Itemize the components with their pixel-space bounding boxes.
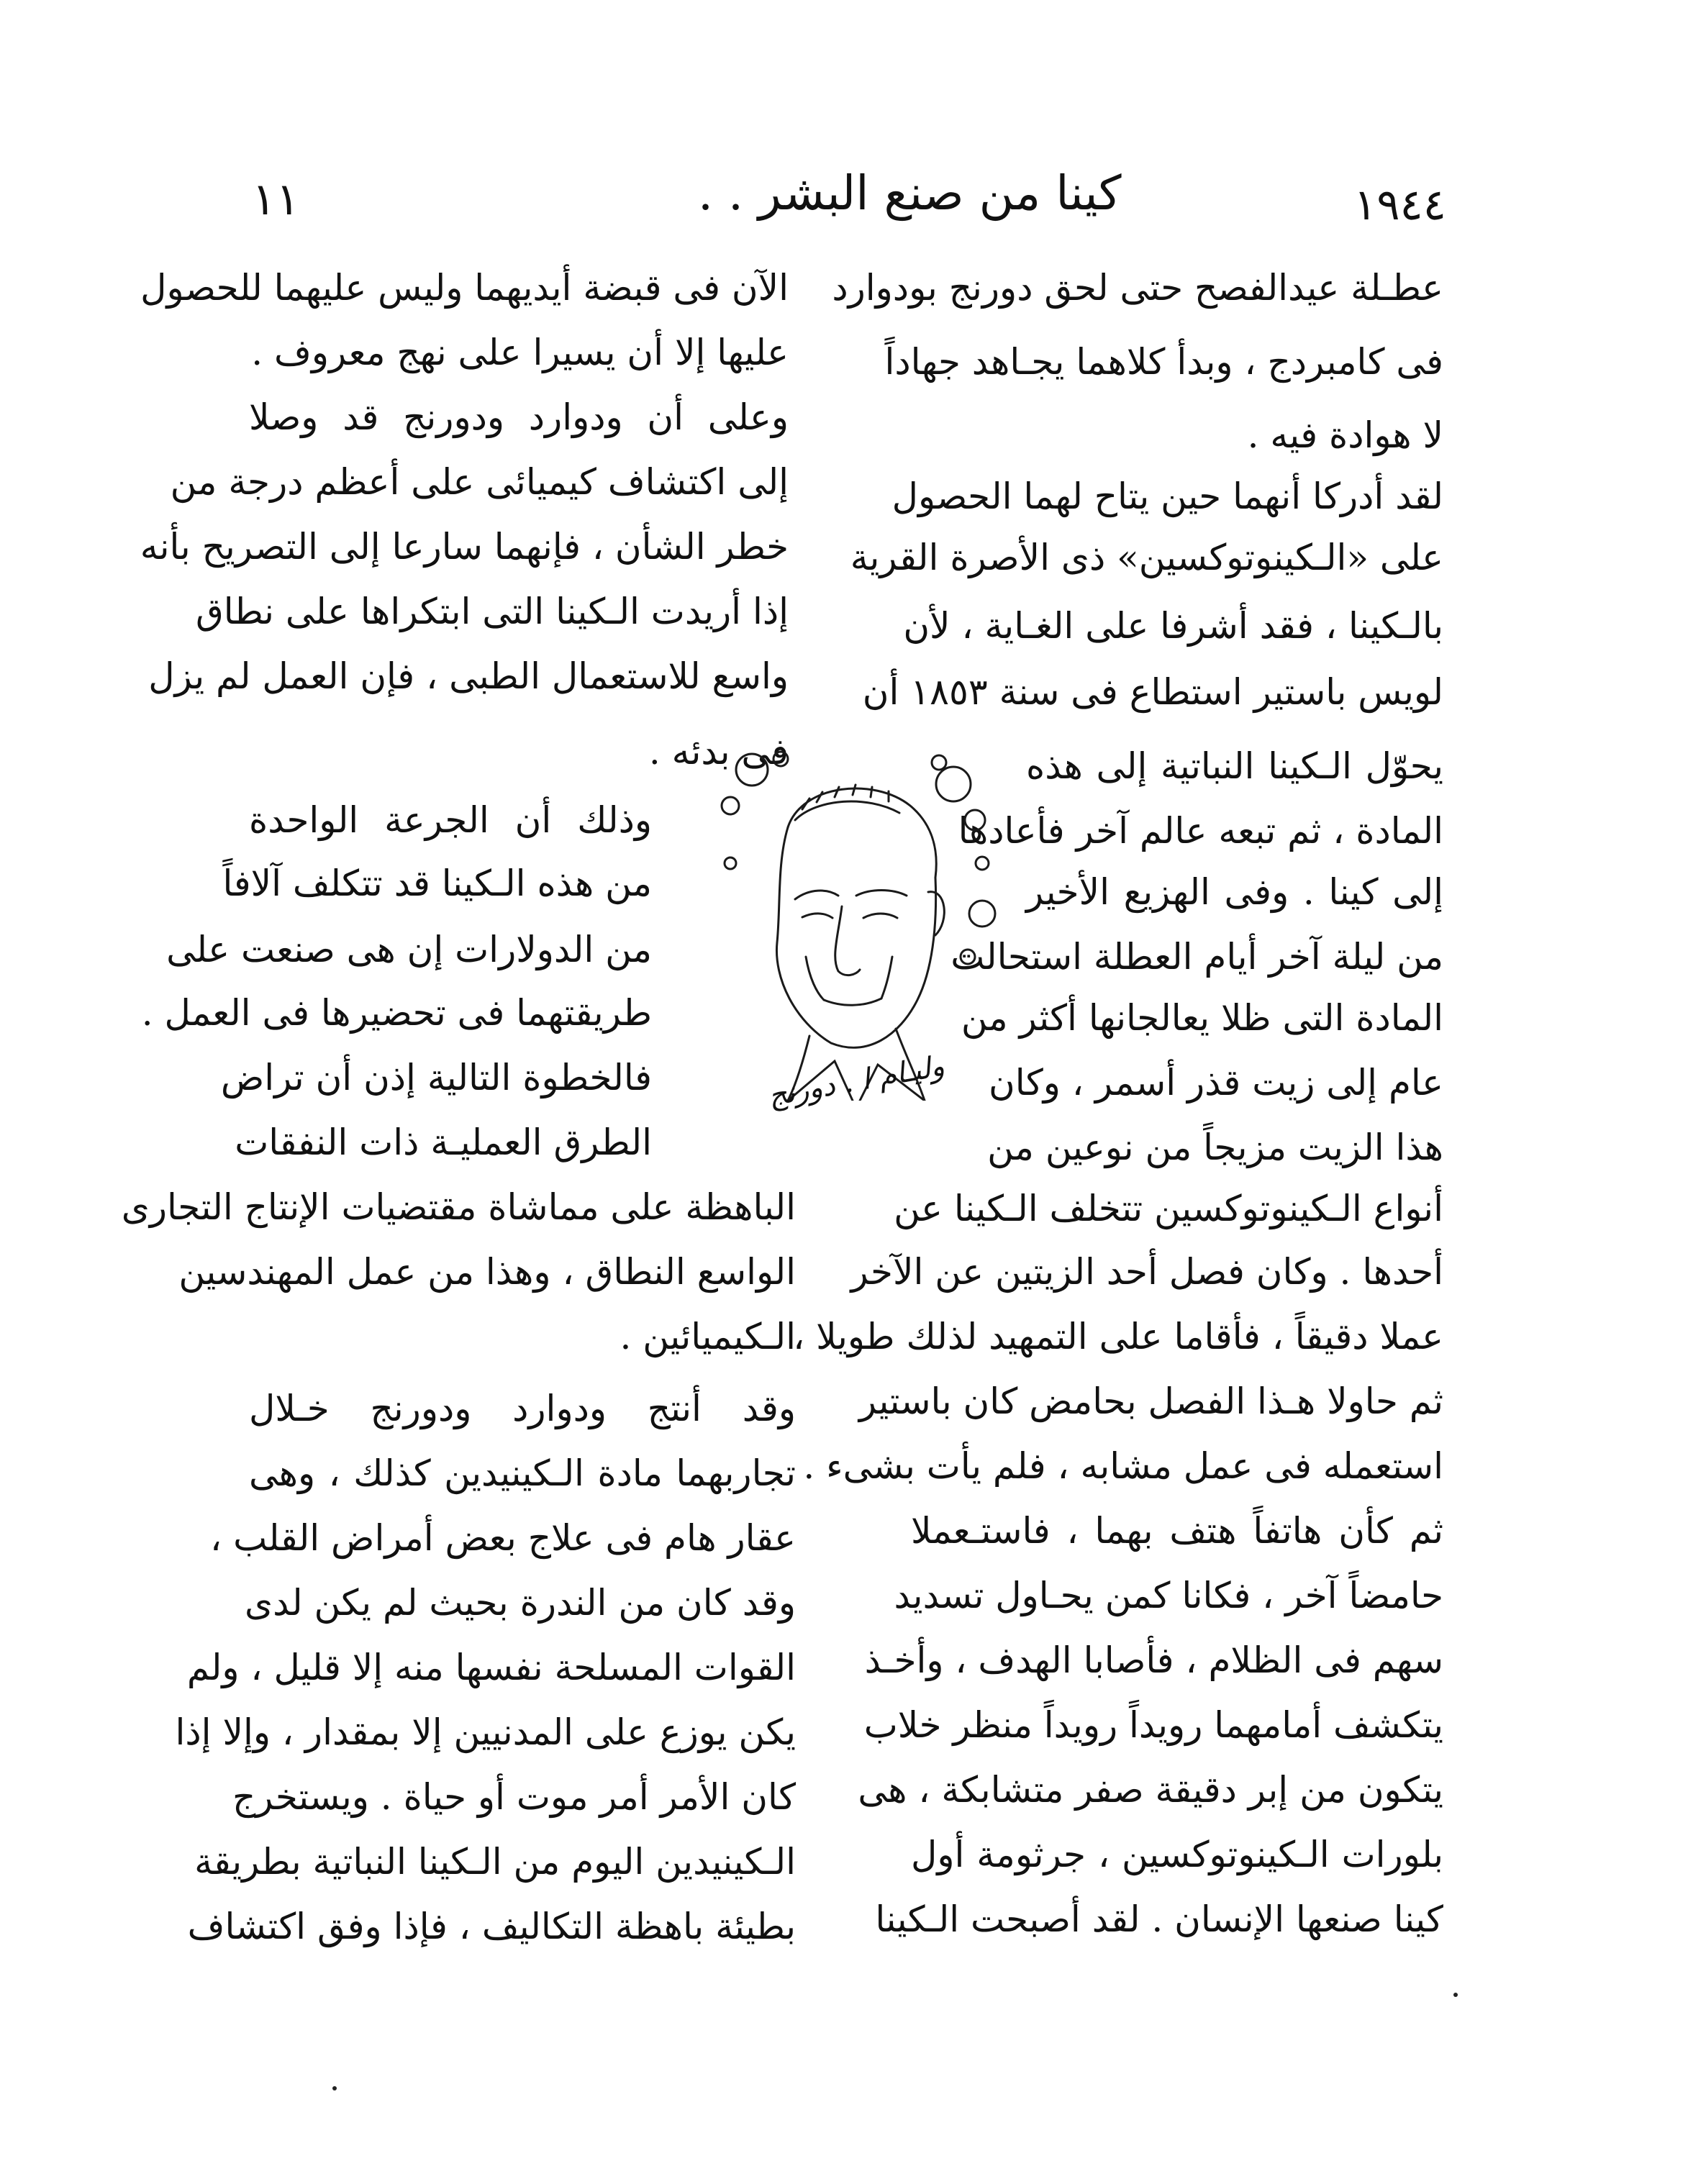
- left-column-line: إلى اكتشاف كيميائى على أعظم درجة من: [170, 461, 789, 503]
- right-column-line: حامضاً آخر ، فكانا كمن يحـاول تسديد: [894, 1575, 1443, 1616]
- header-title: كينا من صنع البشر . .: [698, 165, 1122, 221]
- right-column-line: بلورات الـكينوتوكسين ، جرثومة أول: [911, 1834, 1443, 1875]
- right-column-line: ثم كأن هاتفاً هتف بهما ، فاستـعملا: [911, 1510, 1443, 1552]
- left-column-line: الطرق العمليـة ذات النفقات: [235, 1121, 652, 1163]
- right-column-line: لقد أدركا أنهما حين يتاح لهما الحصول: [891, 476, 1443, 517]
- right-column-line: يحوّل الـكينا النباتية إلى هذه: [1026, 745, 1443, 787]
- left-column-line: الـكينيدين اليوم من الـكينا النباتية بطريقة: [194, 1841, 796, 1883]
- right-column-line: بالـكينا ، فقد أشرفا على الغـاية ، لأن: [903, 605, 1443, 647]
- right-column-line: كينا صنعها الإنسان . لقد أصبحت الـكينا: [875, 1898, 1443, 1940]
- right-column-line: يتكون من إبر دقيقة صفر متشابكة ، هى: [858, 1769, 1443, 1811]
- left-column-line: خطر الشأن ، فإنهما سارعا إلى التصريح بأنه: [140, 526, 789, 568]
- right-column-line: المادة التى ظلا يعالجانها أكثر من: [961, 997, 1443, 1039]
- right-column-line: ثم حاولا هـذا الفصل بحامض كان باستير: [858, 1380, 1443, 1422]
- left-column-line: إذا أريدت الـكينا التى ابتكراها على نطاق: [196, 591, 789, 632]
- left-column-line: طريقتهما فى تحضيرها فى العمل .: [141, 992, 652, 1034]
- left-column-line: وقد كان من الندرة بحيث لم يكن لدى: [244, 1582, 796, 1624]
- portrait-caption: وليـام ا . دورنج: [766, 1049, 947, 1114]
- right-column-line: أنواع الـكينوتوكسين تتخلف الـكينا عن: [894, 1188, 1443, 1229]
- right-column-line: المادة ، ثم تبعه عالم آخر فأعادها: [958, 810, 1443, 852]
- right-column-line: من ليلة آخر أيام العطلة استحالت: [950, 936, 1443, 978]
- left-column-line: تجاربهما مادة الـكينيدين كذلك ، وهى: [249, 1452, 796, 1494]
- left-column-line: فالخطوة التالية إذن أن تراض: [220, 1057, 652, 1098]
- left-column-line: وقد أنتج ودوارد ودورنج خـلال: [249, 1388, 796, 1429]
- right-column-line: عطـلة عيدالفصح حتى لحق دورنج بودوارد: [832, 267, 1443, 309]
- print-speck: [1453, 1993, 1458, 1997]
- left-column-line: الآن فى قبضة أيديهما وليس عليهما للحصول: [140, 267, 789, 309]
- right-column-line: لويس باستير استطاع فى سنة ١٨٥٣ أن: [862, 671, 1443, 713]
- left-column-line: فى بدئه .: [648, 731, 789, 773]
- left-column-line: من الدولارات إن هى صنعت على: [166, 929, 652, 970]
- left-column-line: وذلك أن الجرعة الواحدة: [249, 799, 652, 841]
- header-year: ١٩٤٤: [1353, 180, 1446, 230]
- left-column-line: القوات المسلحة نفسها منه إلا قليل ، ولم: [186, 1647, 796, 1688]
- left-column-line: الباهظة على مماشاة مقتضيات الإنتاج التجارى: [121, 1186, 796, 1228]
- right-column-line: عام إلى زيت قذر أسمر ، وكان: [989, 1062, 1443, 1104]
- left-column-line: كان الأمر أمر موت أو حياة . ويستخرج: [232, 1776, 796, 1818]
- right-column-line: يتكشف أمامهما رويداً رويداً منظر خلاب: [863, 1704, 1443, 1746]
- left-column-line: عقار هام فى علاج بعض أمراض القلب ،: [210, 1517, 796, 1559]
- right-column-line: لا هوادة فيه .: [1247, 414, 1443, 456]
- right-column-line: على «الـكينوتوكسين» ذى الأصرة القرية: [850, 537, 1443, 578]
- left-column-line: عليها إلا أن يسيرا على نهج معروف .: [251, 332, 789, 373]
- right-column-line: سهم فى الظلام ، فأصابا الهدف ، وأخـذ: [864, 1639, 1443, 1681]
- left-column-line: بطيئة باهظة التكاليف ، فإذا وفق اكتشاف: [187, 1906, 796, 1947]
- print-speck: [332, 2086, 337, 2090]
- left-column-line: من هذه الـكينا قد تتكلف آلافاً: [222, 863, 652, 904]
- right-column-line: أحدها . وكان فصل أحد الزيتين عن الآخر: [850, 1251, 1443, 1293]
- left-column-line: الواسع النطاق ، وهذا من عمل المهندسين: [178, 1251, 796, 1293]
- right-column-line: عملا دقيقاً ، فأقاما على التمهيد لذلك طويلا ،: [793, 1316, 1443, 1357]
- left-column-line: يكن يوزع على المدنيين إلا بمقدار ، وإلا إذا: [175, 1711, 796, 1753]
- right-column-line: إلى كينا . وفى الهزيع الأخير: [1026, 871, 1443, 913]
- right-column-line: استعمله فى عمل مشابه ، فلم يأت بشىء .: [803, 1445, 1443, 1487]
- left-column-line: الـكيميائين .: [620, 1316, 796, 1357]
- left-column-line: واسع للاستعمال الطبى ، فإن العمل لم يزل: [148, 655, 789, 697]
- page-number: ١١: [252, 173, 300, 225]
- right-column-line: هذا الزيت مزيجاً من نوعين من: [987, 1127, 1443, 1168]
- right-column-line: فى كامبردج ، وبدأ كلاهما يجـاهد جهاداً: [884, 341, 1443, 383]
- page-header: [237, 165, 1446, 245]
- left-column-line: وعلى أن ودوارد ودورنج قد وصلا: [249, 396, 789, 438]
